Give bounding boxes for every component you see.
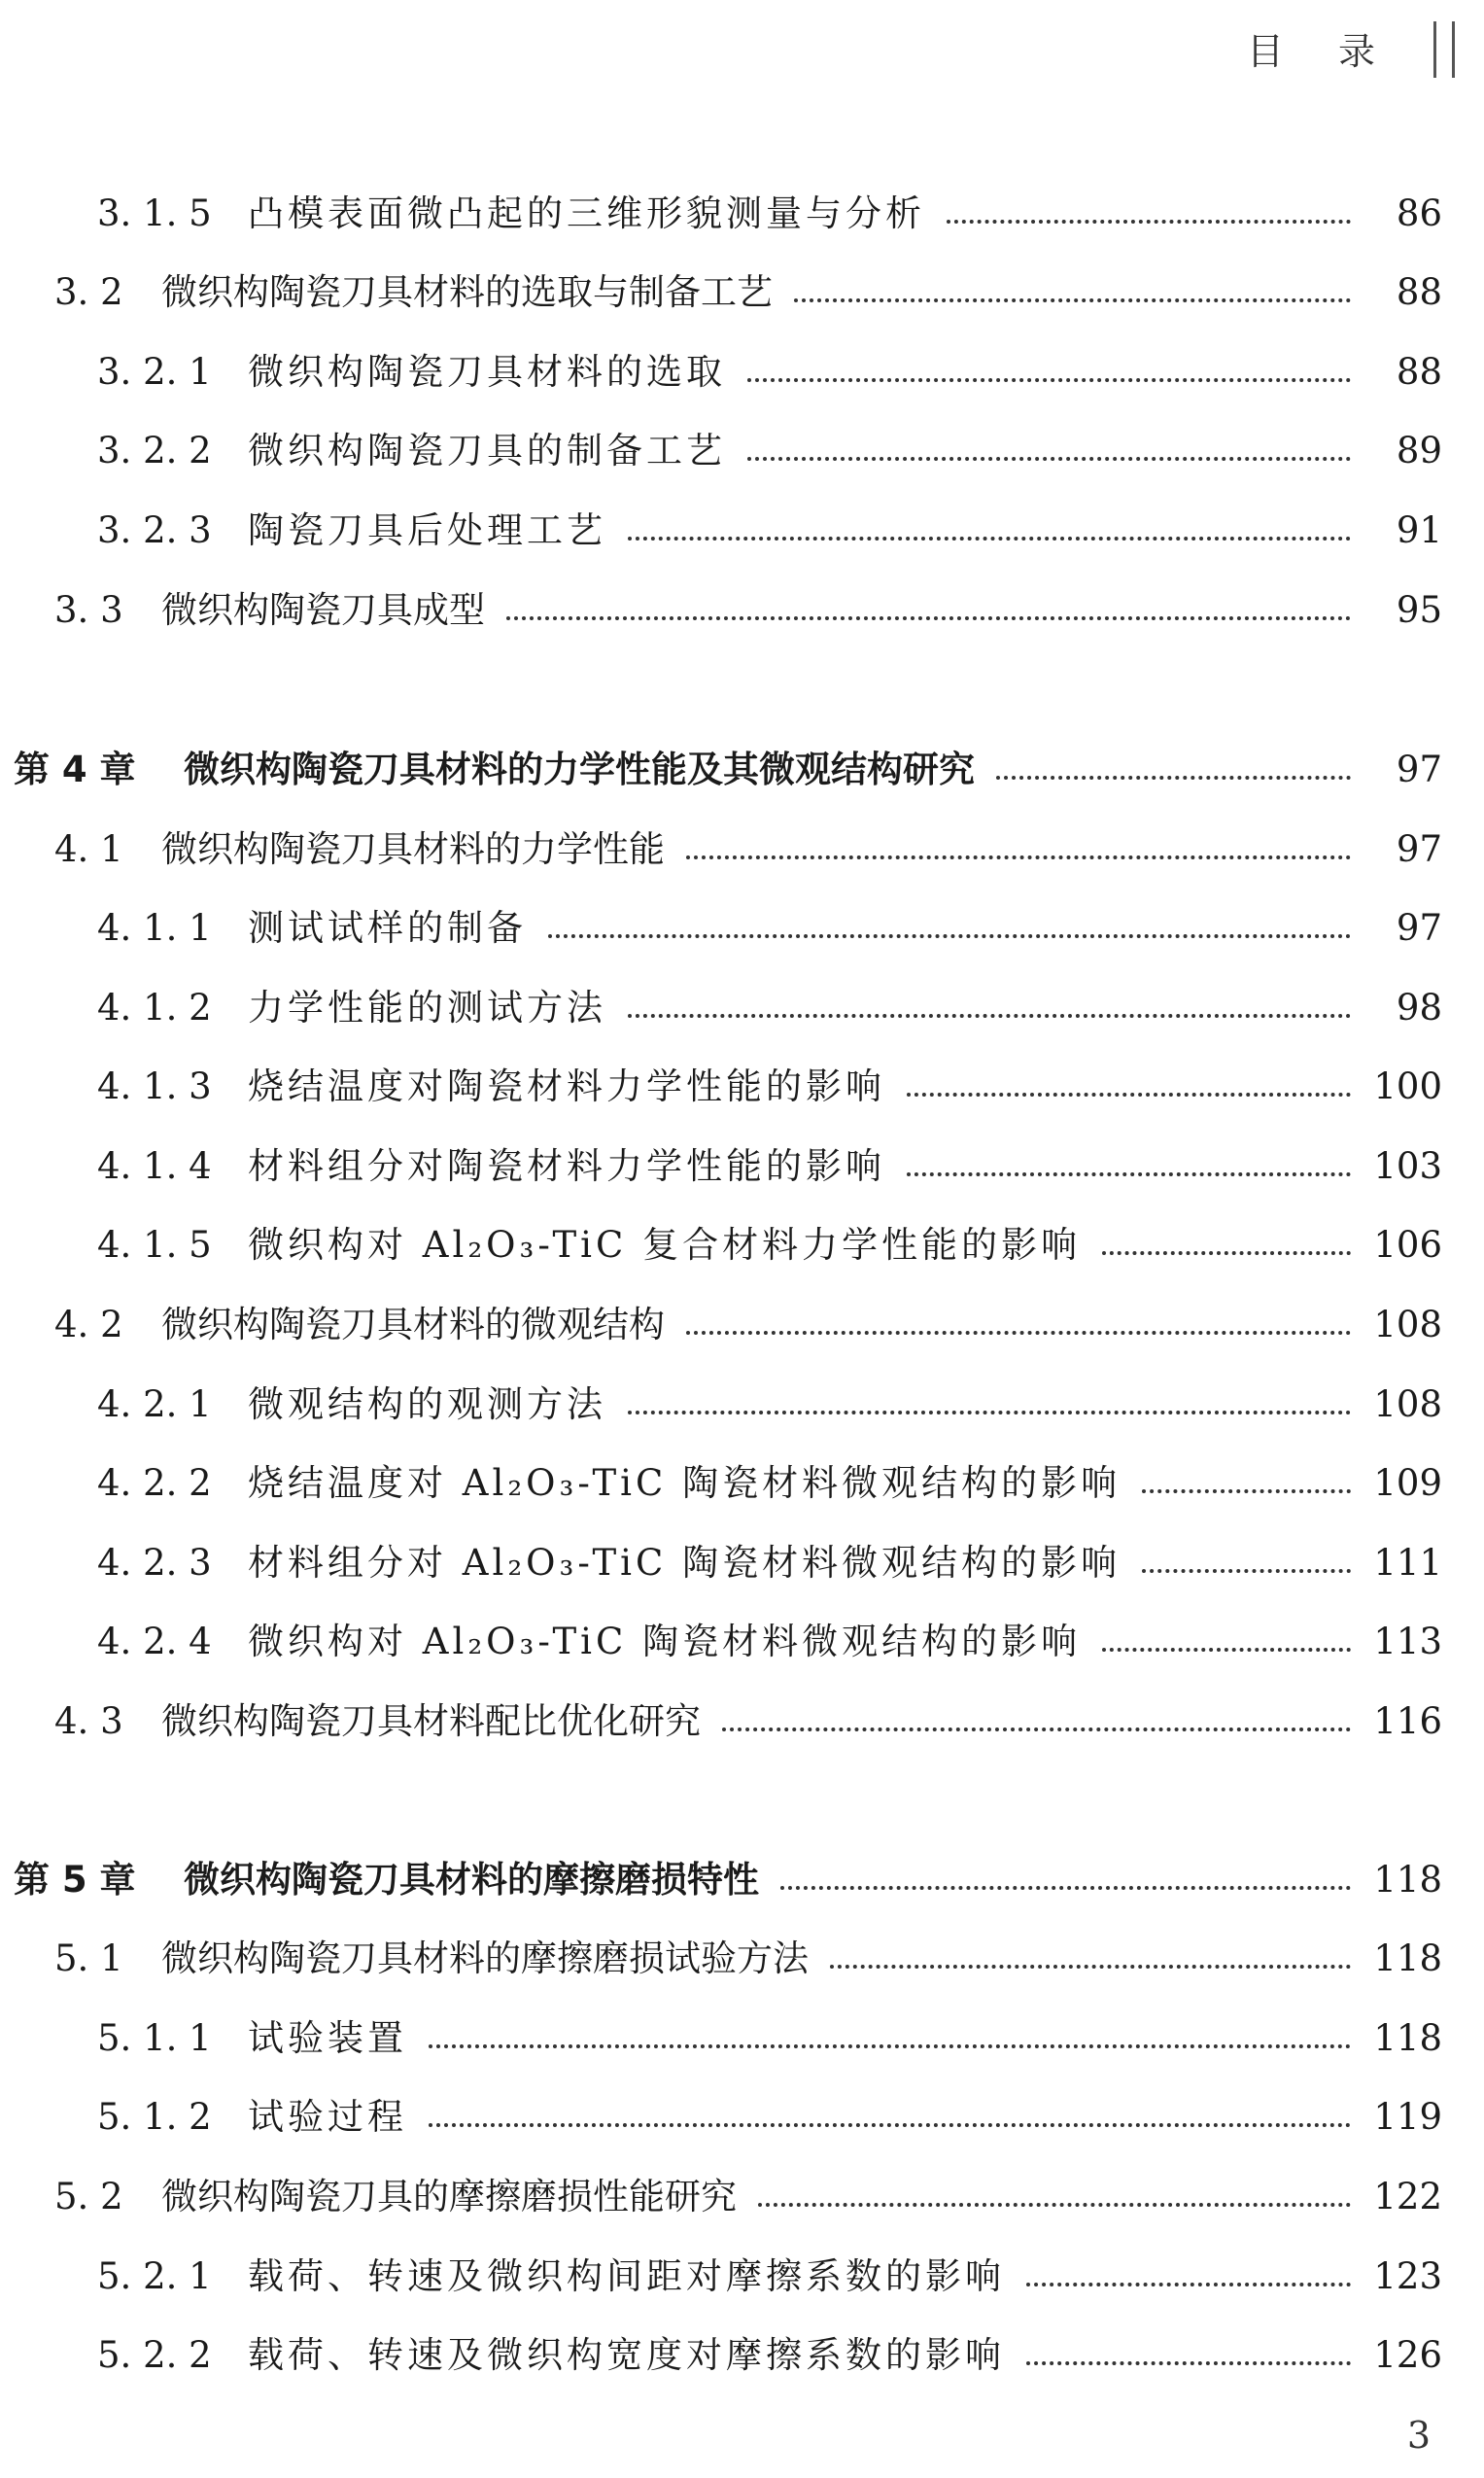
section-title: 微观结构的观测方法 [248, 1382, 606, 1425]
toc-entry[interactable] [0, 791, 1484, 871]
page-number: 118 [1373, 1858, 1442, 1901]
toc-entry[interactable] [0, 950, 1484, 1030]
dot-leader [628, 1014, 1351, 1018]
section-title: 微织构陶瓷刀具的制备工艺 [248, 429, 726, 471]
chapter-number: 第 5 章 [14, 1858, 136, 1901]
page-number: 108 [1373, 1382, 1442, 1425]
dot-leader [780, 1886, 1351, 1890]
section-title: 试验过程 [248, 2095, 407, 2138]
toc-entry[interactable] [0, 2297, 1484, 2377]
section-number: 4. 1. 1 [97, 906, 212, 949]
dot-leader [758, 2203, 1351, 2207]
section-number: 4. 2. 2 [97, 1461, 212, 1504]
section-title: 载荷、转速及微织构间距对摩擦系数的影响 [248, 2254, 1005, 2297]
section-number: 5. 2. 2 [97, 2333, 212, 2376]
toc-entry[interactable] [0, 2139, 1484, 2218]
section-title: 微织构陶瓷刀具材料的摩擦磨损试验方法 [161, 1937, 809, 1979]
toc-entry[interactable] [0, 870, 1484, 950]
dot-leader [747, 457, 1351, 461]
page-number: 109 [1373, 1461, 1442, 1504]
toc-entry[interactable] [0, 1980, 1484, 2060]
dot-leader [429, 2044, 1351, 2048]
dot-leader [907, 1093, 1351, 1097]
section-number: 3. 3 [54, 588, 123, 631]
page-number: 126 [1373, 2333, 1442, 2376]
section-number: 5. 2. 1 [97, 2254, 212, 2297]
section-title: 试验装置 [248, 2016, 407, 2059]
dot-leader [722, 1728, 1351, 1731]
section-title: 凸模表面微凸起的三维形貌测量与分析 [248, 192, 925, 234]
dot-leader [996, 776, 1351, 780]
dot-leader [628, 1411, 1351, 1414]
section-title: 微织构陶瓷刀具材料的选取 [248, 350, 726, 393]
page-number: 97 [1396, 827, 1442, 870]
toc-entry[interactable] [0, 1029, 1484, 1108]
toc-entry[interactable] [0, 1584, 1484, 1663]
dot-leader [548, 934, 1351, 938]
page-number: 100 [1373, 1064, 1442, 1107]
section-number: 4. 1 [54, 827, 123, 870]
section-title: 载荷、转速及微织构宽度对摩擦系数的影响 [248, 2333, 1005, 2376]
dot-leader [747, 378, 1351, 382]
chapter-title: 微织构陶瓷刀具材料的摩擦磨损特性 [184, 1858, 759, 1901]
page-number: 97 [1396, 748, 1442, 790]
dot-leader [1102, 1251, 1351, 1255]
dot-leader [686, 1331, 1351, 1335]
section-number: 3. 2. 3 [97, 508, 212, 551]
section-number: 5. 2 [54, 2175, 123, 2217]
page-number: 122 [1373, 2175, 1442, 2217]
page-number: 95 [1396, 588, 1442, 631]
page-number: 103 [1373, 1144, 1442, 1187]
section-number: 3. 1. 5 [97, 192, 212, 234]
dot-leader [794, 298, 1351, 302]
section-number: 4. 2. 1 [97, 1382, 212, 1425]
toc-entry[interactable] [0, 1663, 1484, 1743]
page-number: 88 [1396, 350, 1442, 393]
section-title: 测试试样的制备 [248, 906, 527, 949]
toc-entry[interactable] [0, 472, 1484, 552]
page-number: 106 [1373, 1223, 1442, 1266]
section-number: 4. 1. 3 [97, 1064, 212, 1107]
toc-chapter-entry[interactable] [0, 1822, 1484, 1902]
page-number: 86 [1396, 192, 1442, 234]
chapter-number: 第 4 章 [14, 748, 136, 790]
section-title: 力学性能的测试方法 [248, 986, 606, 1029]
section-title: 微织构陶瓷刀具材料的力学性能 [161, 827, 665, 870]
toc-entry[interactable] [0, 552, 1484, 632]
section-title: 材料组分对 Al₂O₃-TiC 陶瓷材料微观结构的影响 [248, 1541, 1122, 1584]
header-divider-bars [1433, 21, 1455, 78]
section-title: 微织构对 Al₂O₃-TiC 陶瓷材料微观结构的影响 [248, 1620, 1082, 1662]
dot-leader [1026, 2361, 1351, 2365]
page-number: 113 [1373, 1620, 1442, 1662]
section-number: 5. 1. 1 [97, 2016, 212, 2059]
section-title: 陶瓷刀具后处理工艺 [248, 508, 606, 551]
section-title: 微织构对 Al₂O₃-TiC 复合材料力学性能的影响 [248, 1223, 1082, 1266]
section-title: 烧结温度对陶瓷材料力学性能的影响 [248, 1064, 885, 1107]
dot-leader [830, 1965, 1351, 1969]
section-title: 微织构陶瓷刀具材料的微观结构 [161, 1303, 665, 1345]
section-number: 4. 2. 3 [97, 1541, 212, 1584]
page-number: 98 [1396, 986, 1442, 1029]
running-header-title: 目 录 [1246, 30, 1397, 73]
page-number: 118 [1373, 1937, 1442, 1979]
section-number: 5. 1. 2 [97, 2095, 212, 2138]
section-number: 4. 1. 4 [97, 1144, 212, 1187]
section-title: 烧结温度对 Al₂O₃-TiC 陶瓷材料微观结构的影响 [248, 1461, 1122, 1504]
section-title: 微织构陶瓷刀具材料配比优化研究 [161, 1699, 701, 1742]
toc-chapter-entry[interactable] [0, 712, 1484, 791]
toc-entry[interactable] [0, 156, 1484, 235]
toc-entry[interactable] [0, 314, 1484, 394]
page-number: 91 [1396, 508, 1442, 551]
dot-leader [686, 855, 1351, 859]
dot-leader [907, 1172, 1351, 1176]
section-number: 5. 1 [54, 1937, 123, 1979]
toc-entry[interactable] [0, 1267, 1484, 1346]
section-title: 材料组分对陶瓷材料力学性能的影响 [248, 1144, 885, 1187]
page-number: 108 [1373, 1303, 1442, 1345]
toc-entry[interactable] [0, 1425, 1484, 1505]
dot-leader [506, 616, 1351, 620]
toc-entry[interactable] [0, 1108, 1484, 1188]
toc-entry[interactable] [0, 2059, 1484, 2139]
page-number: 119 [1373, 2095, 1442, 2138]
section-title: 微织构陶瓷刀具成型 [161, 588, 485, 631]
dot-leader [1142, 1489, 1351, 1493]
section-number: 3. 2 [54, 270, 123, 313]
page-number: 97 [1396, 906, 1442, 949]
section-number: 4. 3 [54, 1699, 123, 1742]
section-number: 4. 2. 4 [97, 1620, 212, 1662]
page-number: 88 [1396, 270, 1442, 313]
section-number: 4. 2 [54, 1303, 123, 1345]
page-number: 89 [1396, 429, 1442, 471]
section-number: 4. 1. 5 [97, 1223, 212, 1266]
dot-leader [1102, 1648, 1351, 1652]
page-number: 123 [1373, 2254, 1442, 2297]
page-number: 118 [1373, 2016, 1442, 2059]
toc-entry[interactable] [0, 1505, 1484, 1585]
section-number: 4. 1. 2 [97, 986, 212, 1029]
page-number: 116 [1373, 1699, 1442, 1742]
chapter-title: 微织构陶瓷刀具材料的力学性能及其微观结构研究 [184, 748, 975, 790]
toc-entry[interactable] [0, 1346, 1484, 1426]
section-title: 微织构陶瓷刀具的摩擦磨损性能研究 [161, 2175, 737, 2217]
toc-entry[interactable] [0, 1901, 1484, 1980]
page-footer-number: 3 [1406, 2414, 1431, 2457]
dot-leader [1142, 1569, 1351, 1573]
dot-leader [1026, 2283, 1351, 2286]
section-number: 3. 2. 1 [97, 350, 212, 393]
page-number: 111 [1373, 1541, 1442, 1584]
toc-entry[interactable] [0, 2218, 1484, 2298]
toc-entry[interactable] [0, 1187, 1484, 1267]
toc-entry[interactable] [0, 234, 1484, 314]
toc-entry[interactable] [0, 393, 1484, 472]
dot-leader [628, 537, 1351, 541]
section-number: 3. 2. 2 [97, 429, 212, 471]
dot-leader [947, 220, 1351, 224]
section-title: 微织构陶瓷刀具材料的选取与制备工艺 [161, 270, 773, 313]
dot-leader [429, 2123, 1351, 2127]
